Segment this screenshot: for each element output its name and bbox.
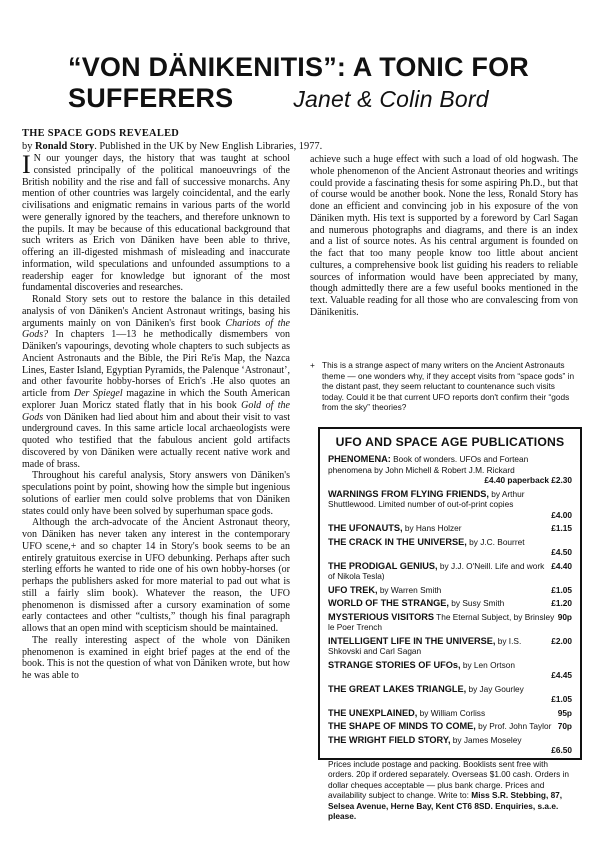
book-title-gold: Gold of the Gods bbox=[22, 399, 290, 423]
paragraph-1-text: N our younger days, the history that was taught at school consisted principally of the political manoeuvrings of the British nobility and the rise and fall of successive monarchs. Any mention of other countries was largely coincidental, and the early civilisations and enigmatic remains in various parts of the world were generally ignored by the teachers, and therefore unknown to the pupils. It may be because of this educational background that such writers as Erich von Däniken have been able to thrive, offering an ill-digested mishmash of misleading and inaccurate information, wild speculations and unfounded assumptions to a readership eager for knowledge but ignorant of the most fundamental discoveries and researches. bbox=[22, 153, 290, 294]
advert-item-title: STRANGE STORIES OF UFOs, bbox=[328, 659, 461, 670]
advert-item-title: THE UFONAUTS, bbox=[328, 523, 403, 533]
advert-item-desc: by Arthur Shuttlewood. Limited number of out-of-print copies bbox=[328, 488, 525, 509]
advert-item bbox=[328, 561, 572, 582]
advert-footer bbox=[328, 759, 572, 822]
advert-item bbox=[328, 537, 572, 558]
advert-item-text bbox=[328, 721, 551, 732]
paragraph-2-text-c: magazine in which the South American explorer Juan Moricz stated flatly that in his book bbox=[22, 388, 290, 411]
reviewed-book-title: THE SPACE GODS REVEALED bbox=[22, 128, 180, 139]
advert-item bbox=[328, 523, 572, 534]
book-title-chariots: Chariots of the Gods? bbox=[22, 317, 290, 341]
publication-info: . Published in the UK by New English Libraries, 1977. bbox=[94, 141, 323, 152]
book-author: Ronald Story bbox=[35, 141, 95, 152]
advert-item-title: THE CRACK IN THE UNIVERSE, bbox=[328, 536, 467, 547]
advert-item-list bbox=[328, 454, 572, 756]
paragraph-2-text-d: von Däniken had lied about him and about their visit to vast underground caves. In this same article local archaeologists were quoted who testified that the fabulous ancient gold artifacts discovered by von Däniken were actually recent native work and made of brass. bbox=[22, 411, 290, 470]
advert-item-price: £4.45 bbox=[551, 670, 572, 680]
advert-item-title: THE PRODIGAL GENIUS, bbox=[328, 560, 438, 571]
advert-item-price: £1.20 bbox=[551, 598, 572, 608]
advert-item-price: £1.15 bbox=[551, 523, 572, 533]
advert-item-price: £4.00 bbox=[551, 509, 572, 520]
advert-item-title: THE SHAPE OF MINDS TO COME, bbox=[328, 721, 476, 731]
publications-advert bbox=[318, 427, 582, 821]
advert-item-price: £6.50 bbox=[551, 745, 572, 755]
advert-item-price: £4.40 paperback £2.30 bbox=[484, 475, 572, 485]
advert-item bbox=[328, 454, 572, 486]
article-authors: Janet & Colin Bord bbox=[293, 86, 489, 112]
advert-item-desc: by Susy Smith bbox=[448, 598, 505, 608]
paragraph-3: Throughout his careful analysis, Story answers von Däniken's speculations point by point, showing how the simple but ingenious solutions of earlier men could solve problems that von Däniken states could only have been solved by superhuman space gods. bbox=[22, 470, 290, 517]
drop-cap: I bbox=[22, 150, 31, 179]
footnote-text: This is a strange aspect of many writers on the Ancient Astronauts theme — one wonders why, if they accept visits from “space gods” in the distant past, they seem reluctant to countenance such visits today. Could it be that current UFO reports don't confirm their “gods from the sky” theories? bbox=[322, 360, 575, 412]
advert-item-title: THE WRIGHT FIELD STORY, bbox=[328, 734, 451, 745]
advert-item bbox=[328, 660, 572, 681]
advert-item-text bbox=[328, 585, 441, 596]
advert-item bbox=[328, 708, 572, 719]
magazine-title-spiegel: Der Spiegel bbox=[73, 388, 123, 399]
advert-item-text bbox=[328, 708, 485, 719]
advert-item-title: WARNINGS FROM FLYING FRIENDS, bbox=[328, 488, 489, 499]
advert-item-title: UFO TREK, bbox=[328, 584, 378, 595]
advert-item-title: THE UNEXPLAINED, bbox=[328, 707, 418, 718]
title-line-2: SUFFERERS bbox=[68, 83, 234, 113]
paragraph-2 bbox=[22, 294, 290, 470]
advert-item-text bbox=[328, 523, 462, 534]
advert-footer-text: Prices include postage and packing. Booklists sent free with orders. 20p if ordered separately. Overseas $1.00 cash. Orders in dollar cheques acceptable — plus bank charge. Prices and availability subject to change. Write to: bbox=[328, 758, 570, 800]
advert-item-text bbox=[328, 636, 551, 657]
advert-item-desc: by I.S. Shkovski and Carl Sagan bbox=[328, 635, 522, 656]
footnote-mark: + bbox=[310, 360, 315, 370]
advert-item bbox=[328, 598, 572, 609]
advert-item-title: PHENOMENA: bbox=[328, 454, 391, 464]
title-line-2-row bbox=[68, 83, 548, 115]
advert-item bbox=[328, 612, 572, 633]
advert-item-desc: by Hans Holzer bbox=[402, 523, 462, 533]
advert-item bbox=[328, 585, 572, 596]
advert-item-price: 95p bbox=[557, 707, 572, 718]
advert-item-price: 70p bbox=[557, 721, 572, 731]
article-column-right bbox=[310, 154, 578, 319]
advert-item bbox=[328, 735, 572, 756]
advert-item-title: MYSTERIOUS VISITORS bbox=[328, 611, 435, 622]
advert-item-price: £4.50 bbox=[551, 547, 572, 557]
advert-item-text bbox=[328, 612, 558, 633]
advert-item-title: THE GREAT LAKES TRIANGLE, bbox=[328, 683, 467, 694]
title-line-1: “VON DÄNIKENITIS”: A TONIC FOR bbox=[68, 52, 530, 82]
advert-item-title: WORLD OF THE STRANGE, bbox=[328, 598, 449, 608]
advert-item-price: £1.05 bbox=[551, 694, 572, 704]
advert-item-desc: by Jay Gourley bbox=[466, 683, 524, 694]
advert-item-price: £2.00 bbox=[551, 635, 572, 646]
article-title bbox=[68, 52, 548, 115]
advert-address: Miss S.R. Stebbing, 87, Selsea Avenue, Herne Bay, Kent CT6 8SD. Enquiries, s.a.e. please. bbox=[328, 790, 563, 821]
advert-item-desc: by Len Ortson bbox=[460, 659, 515, 670]
review-heading bbox=[22, 127, 562, 153]
advert-item-desc: by Prof. John Taylor bbox=[475, 721, 552, 731]
advert-item-row bbox=[328, 721, 572, 732]
advert-item-price: £4.40 bbox=[551, 560, 572, 571]
advert-item-row bbox=[328, 636, 572, 657]
advert-item-price: 90p bbox=[557, 611, 572, 622]
advert-item bbox=[328, 721, 572, 732]
advert-item-row bbox=[328, 523, 572, 534]
advert-item-desc: by J.C. Bourret bbox=[466, 536, 525, 547]
paragraph-4: Although the arch-advocate of the Ancient Astronaut theory, von Däniken has never taken any interest in the contemporary UFO scene,+ and so chapter 14 in Story's book seems to be an entirely gratuitous exercise in UFO debunking. Perhaps after such sterling efforts he wanted to ride one of his own hobby-horses (or perhaps the publishers asked for more material to pad out what is still a fairly slim book). Whatever the reason, the UFO phenomenon is dismissed after a cursory examination of some early contactees and other “cultists,” though his final paragraph allows that an open mind with scepticism should be maintained. bbox=[22, 517, 290, 634]
paragraph-2-text-a: Ronald Story sets out to restore the balance in this detailed analysis of von Däniken's Ancient Astronaut writings, basing his arguments mainly on von Däniken's first book bbox=[22, 294, 290, 329]
review-byline bbox=[22, 140, 562, 153]
footnote bbox=[310, 360, 578, 413]
advert-item-row bbox=[328, 612, 572, 633]
advert-item-desc: The Eternal Subject, by Brinsley le Poer Trench bbox=[328, 611, 555, 632]
advert-item-title: INTELLIGENT LIFE IN THE UNIVERSE, bbox=[328, 635, 496, 646]
advert-item-row bbox=[328, 585, 572, 596]
advert-item bbox=[328, 489, 572, 521]
paragraph-2-text-b: In chapters 1—13 he methodically dismembers von Däniken's vapourings, devoting whole chapters to such subjects as Ancient Astronauts and the Bible, the Piri Re'is Map, the Nazca Lines, Easter Island, Egyptian Pyramids, the Palenque ‘Astronaut’, and other favourite hobby-horses of Erich's .He also quotes an article from bbox=[22, 329, 290, 399]
advert-item-desc: by William Corliss bbox=[417, 707, 486, 718]
advert-item-desc: by Warren Smith bbox=[377, 584, 442, 595]
advert-item bbox=[328, 636, 572, 657]
advert-heading: UFO AND SPACE AGE PUBLICATIONS bbox=[335, 435, 565, 449]
paragraph-5: The really interesting aspect of the whole von Däniken phenomenon is examined in eight brief pages at the end of the book. This is not the question of what von Däniken wrote, but how he was able to bbox=[22, 634, 290, 681]
paragraph-1 bbox=[22, 150, 290, 294]
advert-item-row bbox=[328, 598, 572, 609]
advert-item-text bbox=[328, 598, 504, 609]
advert-item-desc: by James Moseley bbox=[450, 734, 522, 745]
advert-item bbox=[328, 684, 572, 705]
article-column-left bbox=[22, 150, 290, 682]
advert-item-row bbox=[328, 561, 572, 582]
advert-item-price: £1.05 bbox=[551, 584, 572, 595]
advert-item-desc: by J.J. O'Neill. Life and work of Nikola Tesla) bbox=[328, 560, 545, 581]
advert-item-row bbox=[328, 708, 572, 719]
paragraph-6: achieve such a huge effect with such a load of old hogwash. The whole phenomenon of the Ancient Astronaut theories and writings could provide a fascinating thesis for some aspiring Ph.D., but that of course would be another book. None the less, Ronald Story has done an efficient and convincing job in his exposure of the von Däniken myth. His text is supported by a foreword by Carl Sagan and numerous photographs and diagrams, and there is an index and a list of source notes. As his central argument is founded on the fact that too many people know too little about ancient cultures, a comprehensive book list guiding his readers to reliable sources of information would have been appreciated by many, though admittedly there are a few useful books mentioned in the text. Valuable reading for all those who are convalescing from von Dänikenitis. bbox=[310, 154, 578, 318]
advert-item-desc: Book of wonders. UFOs and Fortean phenomena by John Michell & Robert J.M. Rickard bbox=[328, 454, 529, 475]
advert-item-text bbox=[328, 561, 551, 582]
byline-prefix: by bbox=[22, 141, 35, 152]
